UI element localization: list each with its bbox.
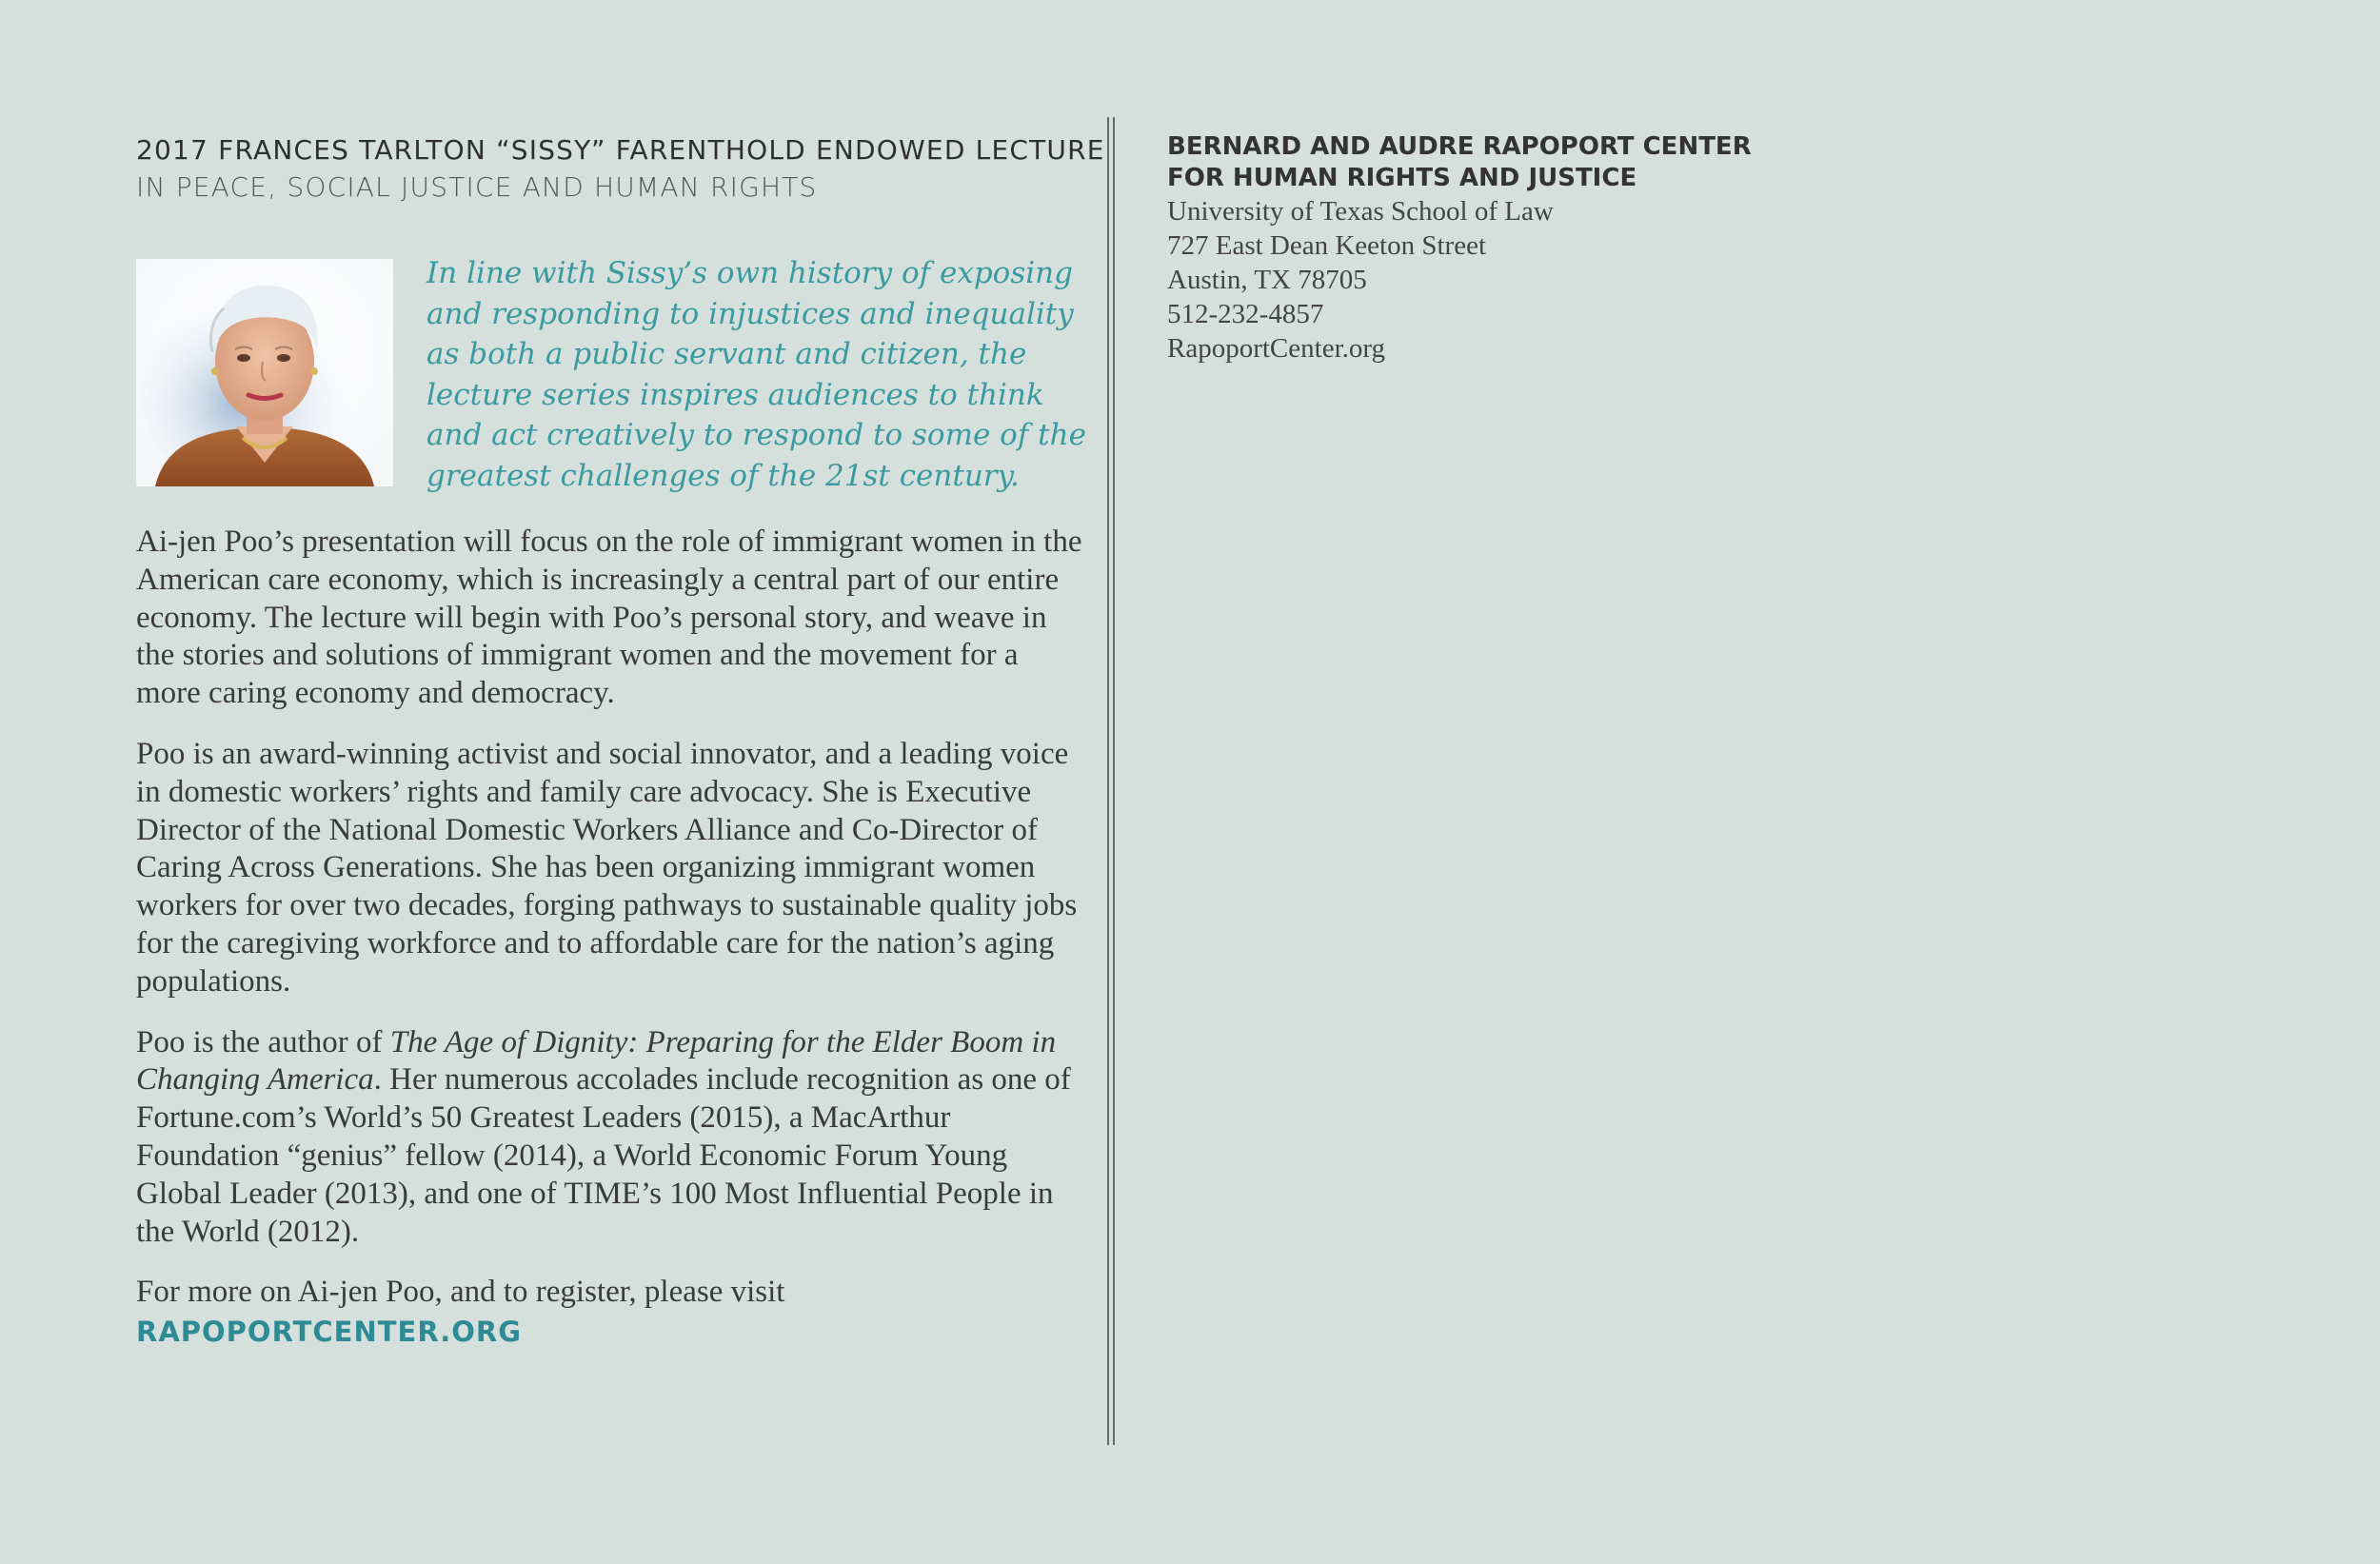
- lecture-column: [136, 131, 1105, 1349]
- accolades-text: . Her numerous accolades include recognition as one of Fortune.com’s World’s 50 Greatest Leaders (2015), a MacArthur Foundation “genius” fellow (2014), a World Economic Forum Young Global Leader (2013), and one of TIME’s 100 Most Influential People in the World (2012).: [136, 1062, 1071, 1249]
- accolades-intro: Poo is the author of: [136, 1024, 390, 1059]
- portrait-photo: [136, 259, 393, 486]
- lecture-subtitle: IN PEACE, SOCIAL JUSTICE AND HUMAN RIGHTS: [136, 171, 818, 203]
- phone-number: 512-232-4857: [1167, 299, 1324, 329]
- center-name-line1: BERNARD AND AUDRE RAPOPORT CENTER: [1167, 132, 1752, 161]
- center-name-line2: FOR HUMAN RIGHTS AND JUSTICE: [1167, 164, 1637, 192]
- register-paragraph: [136, 1274, 1088, 1352]
- address-block: [1167, 131, 1834, 366]
- book-title: The Age of Dignity: Preparing for the Elder Boom in Changing America: [136, 1024, 1057, 1098]
- city-state-zip: Austin, TX 78705: [1167, 265, 1367, 295]
- lecture-title: 2017 FRANCES TARLTON “SISSY” FARENTHOLD ENDOWED LECTURE: [136, 134, 1105, 166]
- intro-block: [136, 253, 1088, 493]
- presentation-paragraph: Ai-jen Poo’s presentation will focus on the role of immigrant women in the American care economy, which is increasingly a central part of our entire economy. The lecture will begin with Poo’s personal story, and weave in the stories and solutions of immigrant women and the movement for a more caring economy and democracy.: [136, 525, 1082, 711]
- street-address: 727 East Dean Keeton Street: [1167, 230, 1487, 261]
- pullquote: In line with Sissy’s own history of exposing and responding to injustices and inequality as both a public servant and citizen, the lecture series inspires audiences to think and act creatively to respond to some of the greatest challenges of the 21st century.: [426, 256, 1086, 493]
- accolades-paragraph: [136, 1024, 1088, 1252]
- register-text: For more on Ai-jen Poo, and to register, please visit: [136, 1275, 785, 1310]
- bio-paragraph: Poo is an award-winning activist and social innovator, and a leading voice in domestic workers’ rights and family care advocacy. She is Executive Director of the National Domestic Workers Alliance and Co-Director of Caring Across Generations. She has been organizing immigrant women workers for over two decades, forging pathways to sustainable quality jobs for the caregiving workforce and to affordable care for the nation’s aging populations.: [136, 736, 1078, 999]
- register-link[interactable]: RAPOPORTCENTER.ORG: [136, 1316, 523, 1349]
- school-name: University of Texas School of Law: [1167, 196, 1554, 227]
- column-divider: [1107, 117, 1115, 1445]
- body-text: [136, 524, 1088, 1375]
- website-link[interactable]: RapoportCenter.org: [1167, 333, 1386, 364]
